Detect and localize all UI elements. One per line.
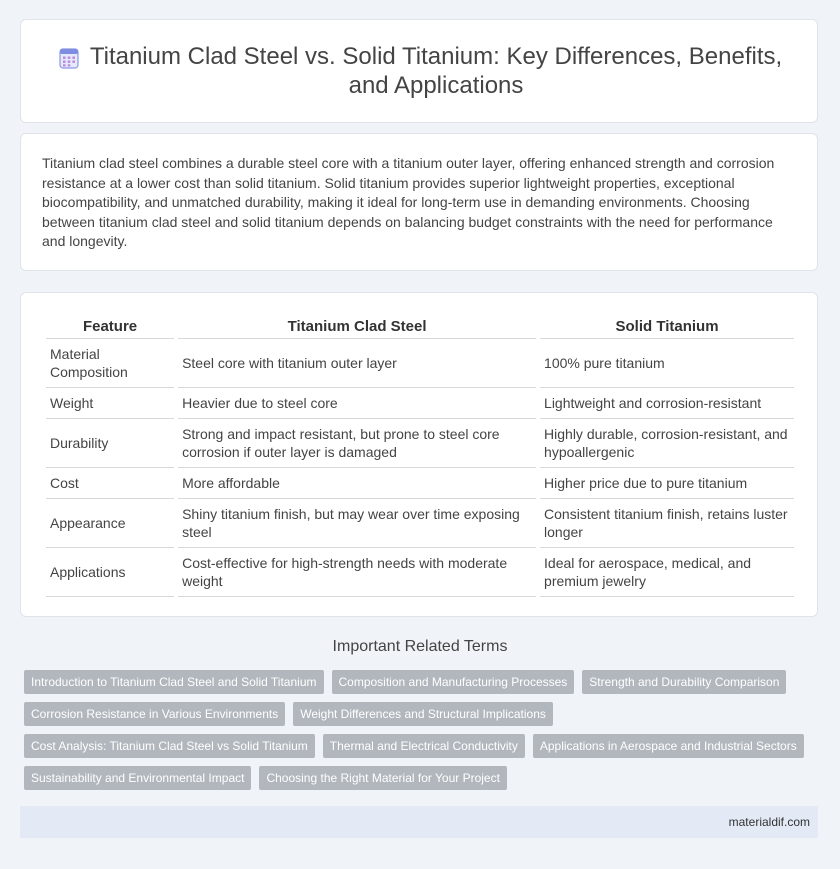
header-feature: Feature	[46, 313, 174, 339]
table-row	[46, 499, 794, 548]
related-terms-row	[24, 734, 824, 758]
table-row	[46, 419, 794, 468]
related-term-link[interactable]: Cost Analysis: Titanium Clad Steel vs Solid Titanium	[24, 734, 315, 758]
related-term-link[interactable]: Choosing the Right Material for Your Project	[259, 766, 506, 790]
related-terms-title: Important Related Terms	[332, 638, 508, 655]
title-card	[20, 19, 818, 123]
table-header-row	[46, 313, 794, 339]
footer-site-link[interactable]: materialdif.com	[728, 815, 810, 829]
related-term-link[interactable]: Sustainability and Environmental Impact	[24, 766, 251, 790]
row-feature: Appearance	[46, 499, 174, 548]
row-titanium-value: Highly durable, corrosion-resistant, and hypoallergenic	[540, 419, 794, 468]
row-titanium-value: Higher price due to pure titanium	[540, 468, 794, 499]
comparison-table	[42, 313, 798, 597]
row-feature: Weight	[46, 388, 174, 419]
related-terms-row	[24, 766, 824, 790]
related-term-link[interactable]: Strength and Durability Comparison	[582, 670, 786, 694]
comparison-table-card	[20, 292, 818, 617]
table-row	[46, 548, 794, 597]
row-titanium-value: 100% pure titanium	[540, 339, 794, 388]
page-title: Titanium Clad Steel vs. Solid Titanium: Key Differences, Benefits, and Applications	[89, 43, 783, 99]
related-terms	[24, 670, 824, 798]
row-clad-value: Shiny titanium finish, but may wear over time exposing steel	[178, 499, 536, 548]
intro-paragraph: Titanium clad steel combines a durable steel core with a titanium outer layer, offering enhanced strength and corrosion resistance at a lower cost than solid titanium. Solid titanium provides superior lightweight properties, exceptional biocompatibility, and unmatched durability, making it ideal for long-term use in demanding environments. Choosing between titanium clad steel and solid titanium depends on balancing budget constraints with the need for performance and longevity.	[42, 155, 775, 249]
row-clad-value: More affordable	[178, 468, 536, 499]
footer-bar	[20, 806, 818, 838]
header-solid-titanium: Solid Titanium	[540, 313, 794, 339]
row-feature: Applications	[46, 548, 174, 597]
related-term-link[interactable]: Composition and Manufacturing Processes	[332, 670, 575, 694]
related-terms-row	[24, 702, 824, 726]
header-titanium-clad-steel: Titanium Clad Steel	[178, 313, 536, 339]
related-term-link[interactable]: Thermal and Electrical Conductivity	[323, 734, 525, 758]
row-feature: Cost	[46, 468, 174, 499]
table-row	[46, 388, 794, 419]
row-feature: Durability	[46, 419, 174, 468]
row-clad-value: Cost-effective for high-strength needs with moderate weight	[178, 548, 536, 597]
intro-card	[20, 133, 818, 271]
related-term-link[interactable]: Introduction to Titanium Clad Steel and Solid Titanium	[24, 670, 324, 694]
table-row	[46, 339, 794, 388]
row-clad-value: Steel core with titanium outer layer	[178, 339, 536, 388]
related-terms-row	[24, 670, 824, 694]
related-term-link[interactable]: Corrosion Resistance in Various Environments	[24, 702, 285, 726]
row-titanium-value: Lightweight and corrosion-resistant	[540, 388, 794, 419]
table-row	[46, 468, 794, 499]
row-clad-value: Heavier due to steel core	[178, 388, 536, 419]
row-titanium-value: Ideal for aerospace, medical, and premium jewelry	[540, 548, 794, 597]
related-term-link[interactable]: Applications in Aerospace and Industrial Sectors	[533, 734, 804, 758]
row-clad-value: Strong and impact resistant, but prone to steel core corrosion if outer layer is damaged	[178, 419, 536, 468]
related-term-link[interactable]: Weight Differences and Structural Implications	[293, 702, 553, 726]
row-feature: Material Composition	[46, 339, 174, 388]
row-titanium-value: Consistent titanium finish, retains luster longer	[540, 499, 794, 548]
